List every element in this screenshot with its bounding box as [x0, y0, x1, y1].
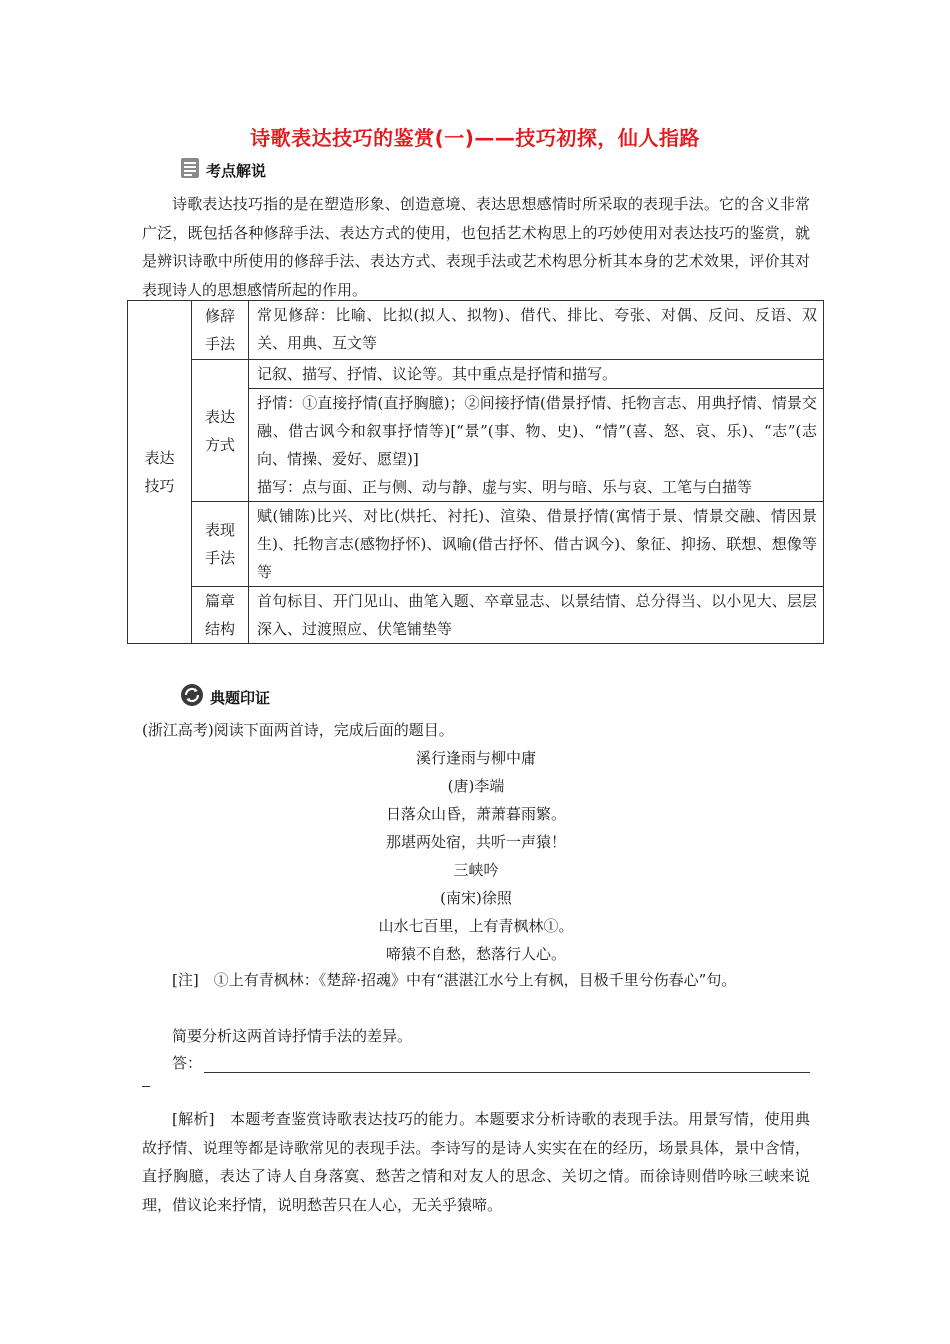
desc-cell: 赋(铺陈)比兴、对比(烘托、衬托)、渲染、借景抒情(寓情于景、情景交融、情因景生)、托物言志(感物抒怀)、讽喻(借古抒怀、借古讽今)、象征、抑扬、联想、想像等等 [249, 502, 824, 587]
poem-block [142, 744, 810, 968]
sub-cell: 修辞手法 [192, 301, 249, 360]
document-list-icon [180, 157, 200, 183]
section-heading-text: 典题印证 [210, 688, 271, 707]
desc-cell: 记叙、描写、抒情、议论等。其中重点是抒情和描写。 抒情：①直接抒情(直抒胸臆)；②间接抒情(借景抒情、托物言志、用典抒情、情景交融、借古讽今和叙事抒情等)[“景”(事、物、史)、“情”(喜、怒、哀、乐)、“志”(志向、情操、爱好、愿望)] 描写：点与面、正与侧、动与静、虚与实、明与暗、乐与哀、工笔与白描等 [249, 360, 824, 502]
desc-cell: 常见修辞：比喻、比拟(拟人、拟物)、借代、排比、夸张、对偶、反问、反语、双关、用典、互文等 [249, 301, 824, 360]
question-text: 简要分析这两首诗抒情手法的差异。 [172, 1027, 413, 1045]
desc-cell: 首句标目、开门见山、曲笔入题、卒章显志、以景结情、总分得当、以小见大、层层深入、过渡照应、伏笔铺垫等 [249, 587, 824, 644]
analysis-paragraph: [解析] 本题考查鉴赏诗歌表达技巧的能力。本题要求分析诗歌的表现手法。用景写情，使用典故抒情、说理等都是诗歌常见的表现手法。李诗写的是诗人实实在在的经历，场景具体，景中含情，直抒胸臆，表达了诗人自身落寞、愁苦之情和对友人的思念、关切之情。而徐诗则借吟咏三峡来说理，借议论来抒情，说明愁苦只在人心，无关乎猿啼。 [142, 1110, 810, 1214]
answer-field[interactable] [204, 1052, 810, 1073]
poem-line: 日落众山昏，萧萧暮雨繁。 [385, 805, 566, 823]
poem-title: 溪行逢雨与柳中庸 [415, 749, 536, 767]
question-intro: (浙江高考)阅读下面两首诗，完成后面的题目。 [142, 721, 454, 739]
page-title: 诗歌表达技巧的鉴赏(一)——技巧初探，仙人指路 [250, 126, 700, 150]
sub-cell: 表现手法 [192, 502, 249, 587]
poem-line: 山水七百里，上有青枫林①。 [378, 917, 574, 935]
section-heading-kaodian [180, 157, 266, 183]
table-row [128, 360, 824, 502]
table-row [128, 587, 824, 644]
answer-line-continuation [142, 1086, 150, 1087]
technique-table [127, 300, 824, 644]
table-row [128, 502, 824, 587]
poem-author: (唐)李端 [447, 777, 505, 795]
poem-line: 啼猿不自愁，愁落行人心。 [385, 945, 566, 963]
poem-title: 三峡吟 [453, 861, 499, 879]
section-heading-text: 考点解说 [206, 161, 267, 180]
poem-author: (南宋)徐照 [440, 889, 512, 907]
section-heading-dianti [180, 684, 270, 710]
poem-line: 那堪两处宿，共听一声猿！ [385, 833, 566, 851]
sub-cell: 篇章结构 [192, 587, 249, 644]
table-row [128, 301, 824, 360]
refresh-arrows-icon [180, 683, 204, 711]
category-cell: 表达技巧 [128, 301, 192, 644]
footnote: [注] ①上有青枫林：《楚辞·招魂》中有“湛湛江水兮上有枫，目极千里兮伤春心”句。 [172, 971, 737, 989]
answer-row [142, 1052, 810, 1073]
intro-paragraph: 诗歌表达技巧指的是在塑造形象、创造意境、表达思想感情时所采取的表现手法。它的含义非常广泛，既包括各种修辞手法、表达方式的使用，也包括艺术构思上的巧妙使用对表达技巧的鉴赏，就是辨识诗歌中所使用的修辞手法、表达方式、表现手法或艺术构思分析其本身的艺术效果，评价其对表现诗人的思想感情所起的作用。 [142, 195, 810, 299]
sub-cell: 表达方式 [192, 360, 249, 502]
answer-label: 答： [172, 1054, 203, 1072]
